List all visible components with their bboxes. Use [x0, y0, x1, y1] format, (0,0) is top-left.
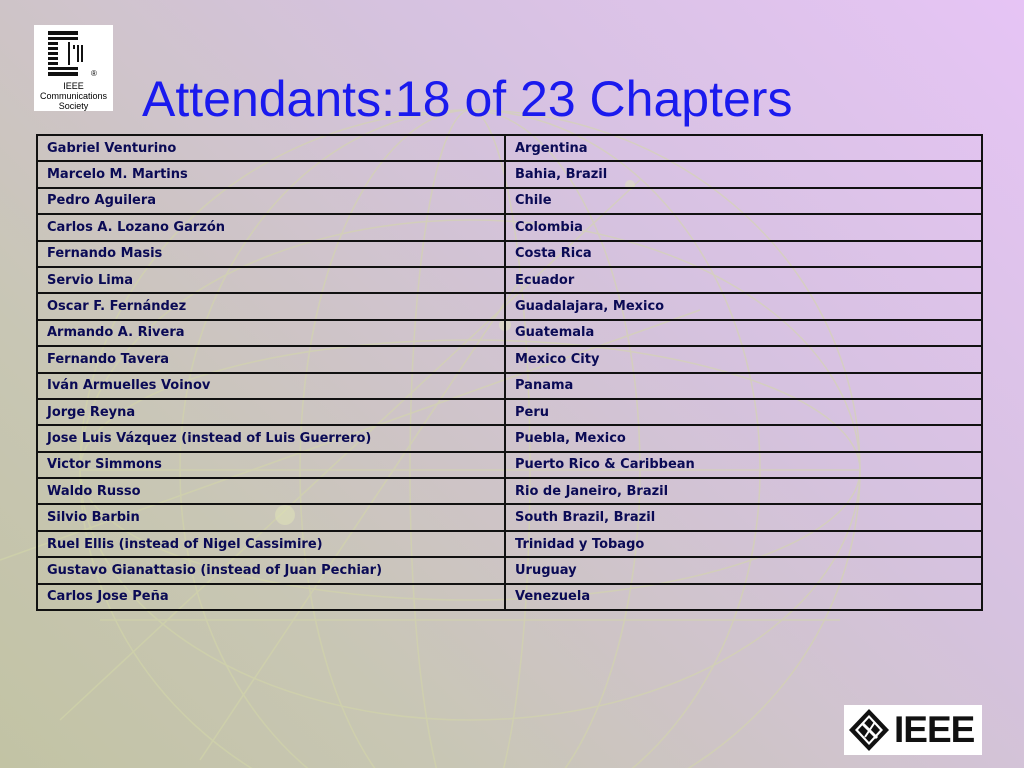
- chapter-cell: Ecuador: [505, 267, 982, 293]
- comsoc-emblem-icon: [44, 29, 86, 79]
- attendees-table-body: [37, 135, 982, 610]
- table-row: [37, 346, 982, 372]
- chapter-cell: Bahia, Brazil: [505, 161, 982, 187]
- attendee-name-cell: Jose Luis Vázquez (instead of Luis Guerrero): [37, 425, 505, 451]
- table-row: [37, 557, 982, 583]
- chapter-cell: Trinidad y Tobago: [505, 531, 982, 557]
- table-row: [37, 373, 982, 399]
- comsoc-logo-text: [34, 81, 113, 111]
- table-row: [37, 452, 982, 478]
- attendee-name-cell: Silvio Barbin: [37, 504, 505, 530]
- attendee-name-cell: Waldo Russo: [37, 478, 505, 504]
- attendee-name-cell: Carlos A. Lozano Garzón: [37, 214, 505, 240]
- attendee-name-cell: Iván Armuelles Voinov: [37, 373, 505, 399]
- attendee-name-cell: Pedro Aguilera: [37, 188, 505, 214]
- slide-title: Attendants:18 of 23 Chapters: [142, 71, 793, 127]
- table-row: [37, 267, 982, 293]
- attendee-name-cell: Victor Simmons: [37, 452, 505, 478]
- attendee-name-cell: Carlos Jose Peña: [37, 584, 505, 610]
- ieee-kite-icon: [848, 708, 890, 752]
- chapter-cell: Costa Rica: [505, 241, 982, 267]
- attendee-name-cell: Gabriel Venturino: [37, 135, 505, 161]
- comsoc-text-line: Communications: [39, 91, 108, 101]
- table-row: [37, 161, 982, 187]
- chapter-cell: Uruguay: [505, 557, 982, 583]
- table-row: [37, 188, 982, 214]
- chapter-cell: Rio de Janeiro, Brazil: [505, 478, 982, 504]
- chapter-cell: Venezuela: [505, 584, 982, 610]
- table-row: [37, 320, 982, 346]
- chapter-cell: Peru: [505, 399, 982, 425]
- attendee-name-cell: Ruel Ellis (instead of Nigel Cassimire): [37, 531, 505, 557]
- attendee-name-cell: Servio Lima: [37, 267, 505, 293]
- table-row: [37, 399, 982, 425]
- attendee-name-cell: Marcelo M. Martins: [37, 161, 505, 187]
- attendee-name-cell: Fernando Tavera: [37, 346, 505, 372]
- chapter-cell: Puebla, Mexico: [505, 425, 982, 451]
- chapter-cell: Guatemala: [505, 320, 982, 346]
- table-row: [37, 214, 982, 240]
- chapter-cell: Chile: [505, 188, 982, 214]
- table-row: [37, 425, 982, 451]
- chapter-cell: Panama: [505, 373, 982, 399]
- chapter-cell: Puerto Rico & Caribbean: [505, 452, 982, 478]
- ieee-comsoc-logo: [34, 25, 113, 111]
- table-row: [37, 293, 982, 319]
- attendees-table: [36, 134, 983, 611]
- attendee-name-cell: Gustavo Gianattasio (instead of Juan Pechiar): [37, 557, 505, 583]
- chapter-cell: Guadalajara, Mexico: [505, 293, 982, 319]
- table-row: [37, 135, 982, 161]
- attendee-name-cell: Oscar F. Fernández: [37, 293, 505, 319]
- table-row: [37, 478, 982, 504]
- chapter-cell: Colombia: [505, 214, 982, 240]
- comsoc-text-line: IEEE: [63, 81, 84, 91]
- ieee-wordmark: IEEE: [894, 709, 975, 750]
- attendee-name-cell: Armando A. Rivera: [37, 320, 505, 346]
- table-row: [37, 241, 982, 267]
- table-row: [37, 531, 982, 557]
- comsoc-text-line: Society: [58, 101, 89, 111]
- chapter-cell: Mexico City: [505, 346, 982, 372]
- chapter-cell: Argentina: [505, 135, 982, 161]
- table-row: [37, 584, 982, 610]
- attendee-name-cell: Jorge Reyna: [37, 399, 505, 425]
- table-row: [37, 504, 982, 530]
- ieee-logo: [844, 705, 982, 755]
- chapter-cell: South Brazil, Brazil: [505, 504, 982, 530]
- comsoc-registered-mark: ®: [91, 69, 97, 78]
- attendee-name-cell: Fernando Masis: [37, 241, 505, 267]
